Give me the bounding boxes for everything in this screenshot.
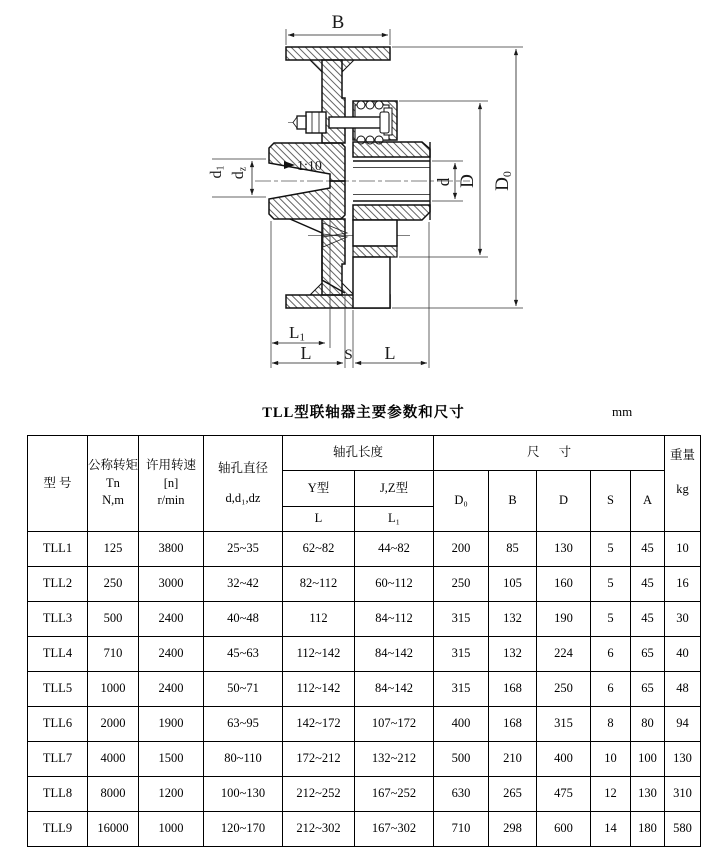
value-cell: 10 <box>665 532 701 567</box>
value-cell: 45 <box>631 602 665 637</box>
value-cell: 132~212 <box>355 742 434 777</box>
value-cell: 112~142 <box>283 672 355 707</box>
value-cell: 180 <box>631 812 665 847</box>
value-cell: 2400 <box>139 672 204 707</box>
value-cell: 80~110 <box>204 742 283 777</box>
value-cell: 3800 <box>139 532 204 567</box>
header-speed <box>139 436 204 532</box>
value-cell: 120~170 <box>204 812 283 847</box>
header-size-char2: 寸 <box>558 445 572 460</box>
header-bore-dia-cn: 轴孔直径 <box>217 460 268 475</box>
header-size-char1: 尺 <box>526 445 540 460</box>
value-cell: 315 <box>434 602 489 637</box>
header-dimensions <box>434 436 665 471</box>
value-cell: 10 <box>591 742 631 777</box>
value-cell: 600 <box>537 812 591 847</box>
value-cell: 1500 <box>139 742 204 777</box>
table-row <box>28 742 701 777</box>
header-y-type: Y型 <box>283 471 355 507</box>
value-cell: 112~142 <box>283 637 355 672</box>
value-cell: 250 <box>537 672 591 707</box>
value-cell: 310 <box>665 777 701 812</box>
value-cell: 200 <box>434 532 489 567</box>
value-cell: 45 <box>631 567 665 602</box>
value-cell: 210 <box>489 742 537 777</box>
value-cell: 315 <box>434 637 489 672</box>
model-cell: TLL7 <box>28 742 88 777</box>
header-weight <box>665 436 701 532</box>
header-torque-unit: N,m <box>102 493 124 508</box>
value-cell: 212~252 <box>283 777 355 812</box>
value-cell: 168 <box>489 707 537 742</box>
value-cell: 60~112 <box>355 567 434 602</box>
value-cell: 85 <box>489 532 537 567</box>
label-S: S <box>344 347 353 363</box>
value-cell: 5 <box>591 602 631 637</box>
value-cell: 400 <box>537 742 591 777</box>
value-cell: 65 <box>631 672 665 707</box>
value-cell: 8000 <box>88 777 139 812</box>
model-cell: TLL5 <box>28 672 88 707</box>
value-cell: 500 <box>434 742 489 777</box>
value-cell: 5 <box>591 567 631 602</box>
bolt-head <box>297 116 306 129</box>
header-A: A <box>631 471 665 532</box>
pin-shank <box>329 117 384 128</box>
right-half-coupling <box>353 142 430 308</box>
header-jz-type: J,Z型 <box>355 471 434 507</box>
value-cell: 12 <box>591 777 631 812</box>
header-weight-cn: 重量 <box>670 448 696 462</box>
value-cell: 1900 <box>139 707 204 742</box>
nut <box>306 112 326 133</box>
value-cell: 475 <box>537 777 591 812</box>
value-cell: 65 <box>631 637 665 672</box>
value-cell: 8 <box>591 707 631 742</box>
table-row <box>28 532 701 567</box>
value-cell: 132 <box>489 637 537 672</box>
extension-lines <box>212 29 523 368</box>
header-torque <box>88 436 139 532</box>
header-D: D <box>537 471 591 532</box>
header-bore-dia-symbols: d,d₁,dz <box>225 490 261 505</box>
value-cell: 45 <box>631 532 665 567</box>
value-cell: 80 <box>631 707 665 742</box>
value-cell: 125 <box>88 532 139 567</box>
value-cell: 16 <box>665 567 701 602</box>
value-cell: 32~42 <box>204 567 283 602</box>
right-flange-upper <box>353 142 430 157</box>
value-cell: 63~95 <box>204 707 283 742</box>
label-D <box>457 174 478 188</box>
value-cell: 94 <box>665 707 701 742</box>
header-bore-length: 轴孔长度 <box>283 436 434 471</box>
value-cell: 500 <box>88 602 139 637</box>
right-flange-lower <box>353 205 430 220</box>
table-row <box>28 812 701 847</box>
table-row <box>28 707 701 742</box>
label-d <box>434 177 453 186</box>
label-L-right: L <box>384 343 396 363</box>
value-cell: 710 <box>88 637 139 672</box>
value-cell: 105 <box>489 567 537 602</box>
header-speed-cn: 许用转速 <box>145 458 196 473</box>
label-D0 <box>492 171 514 191</box>
value-cell: 25~35 <box>204 532 283 567</box>
value-cell: 6 <box>591 672 631 707</box>
value-cell: 250 <box>434 567 489 602</box>
value-cell: 40~48 <box>204 602 283 637</box>
model-cell: TLL4 <box>28 637 88 672</box>
value-cell: 1000 <box>139 812 204 847</box>
value-cell: 30 <box>665 602 701 637</box>
value-cell: 14 <box>591 812 631 847</box>
value-cell: 62~82 <box>283 532 355 567</box>
model-cell: TLL9 <box>28 812 88 847</box>
header-B: B <box>489 471 537 532</box>
value-cell: 107~172 <box>355 707 434 742</box>
value-cell: 84~142 <box>355 672 434 707</box>
value-cell: 82~112 <box>283 567 355 602</box>
value-cell: 2400 <box>139 637 204 672</box>
value-cell: 710 <box>434 812 489 847</box>
value-cell: 168 <box>489 672 537 707</box>
unit-label: mm <box>612 404 633 419</box>
value-cell: 212~302 <box>283 812 355 847</box>
header-D0: D₀ <box>434 471 489 532</box>
model-cell: TLL8 <box>28 777 88 812</box>
value-cell: 250 <box>88 567 139 602</box>
header-torque-symbol: Tn <box>106 475 120 490</box>
value-cell: 167~252 <box>355 777 434 812</box>
model-cell: TLL1 <box>28 532 88 567</box>
right-hub-lower <box>353 257 390 308</box>
value-cell: 315 <box>434 672 489 707</box>
label-dz <box>230 166 249 179</box>
label-B: B <box>331 12 345 33</box>
value-cell: 4000 <box>88 742 139 777</box>
value-cell: 5 <box>591 532 631 567</box>
value-cell: 2400 <box>139 602 204 637</box>
value-cell: 172~212 <box>283 742 355 777</box>
value-cell: 160 <box>537 567 591 602</box>
value-cell: 400 <box>434 707 489 742</box>
value-cell: 44~82 <box>355 532 434 567</box>
value-cell: 84~142 <box>355 637 434 672</box>
value-cell: 48 <box>665 672 701 707</box>
value-cell: 315 <box>537 707 591 742</box>
value-cell: 6 <box>591 637 631 672</box>
label-taper: 1:10 <box>297 159 322 174</box>
header-model: 型 号 <box>28 436 88 532</box>
value-cell: 190 <box>537 602 591 637</box>
value-cell: 224 <box>537 637 591 672</box>
header-L: L <box>283 507 355 532</box>
value-cell: 1200 <box>139 777 204 812</box>
table-row <box>28 637 701 672</box>
value-cell: 265 <box>489 777 537 812</box>
pin-end <box>380 112 389 133</box>
svg-text:D: D <box>457 174 478 188</box>
label-d1 <box>208 166 227 179</box>
value-cell: 630 <box>434 777 489 812</box>
value-cell: 298 <box>489 812 537 847</box>
header-L1: L₁ <box>355 507 434 532</box>
value-cell: 40 <box>665 637 701 672</box>
coupling-section-drawing <box>0 0 725 395</box>
svg-text:D0: D0 <box>492 171 514 191</box>
svg-text:dz: dz <box>230 166 249 180</box>
label-L1: L1 <box>289 323 305 344</box>
value-cell: 112 <box>283 602 355 637</box>
header-S: S <box>591 471 631 532</box>
label-L-left: L <box>300 343 312 363</box>
value-cell: 142~172 <box>283 707 355 742</box>
model-cell: TLL2 <box>28 567 88 602</box>
model-cell: TLL6 <box>28 707 88 742</box>
header-weight-unit: kg <box>676 481 689 496</box>
header-bore-diameter <box>204 436 283 532</box>
value-cell: 3000 <box>139 567 204 602</box>
header-speed-symbol: [n] <box>163 475 179 490</box>
header-speed-unit: r/min <box>157 493 185 508</box>
value-cell: 100~130 <box>204 777 283 812</box>
value-cell: 84~112 <box>355 602 434 637</box>
value-cell: 45~63 <box>204 637 283 672</box>
svg-text:d: d <box>434 177 453 187</box>
value-cell: 167~302 <box>355 812 434 847</box>
table-row <box>28 602 701 637</box>
value-cell: 2000 <box>88 707 139 742</box>
value-cell: 16000 <box>88 812 139 847</box>
value-cell: 580 <box>665 812 701 847</box>
table-row <box>28 672 701 707</box>
header-torque-cn: 公称转矩 <box>88 458 139 473</box>
svg-text:d1: d1 <box>208 165 227 179</box>
title-row <box>27 401 700 427</box>
value-cell: 130 <box>665 742 701 777</box>
table-row <box>28 777 701 812</box>
value-cell: 132 <box>489 602 537 637</box>
table-row <box>28 567 701 602</box>
value-cell: 130 <box>631 777 665 812</box>
model-cell: TLL3 <box>28 602 88 637</box>
value-cell: 130 <box>537 532 591 567</box>
value-cell: 100 <box>631 742 665 777</box>
value-cell: 50~71 <box>204 672 283 707</box>
parameter-table <box>27 435 701 847</box>
table-body <box>28 532 701 847</box>
value-cell: 1000 <box>88 672 139 707</box>
table-title: TLL型联轴器主要参数和尺寸 <box>262 405 465 421</box>
